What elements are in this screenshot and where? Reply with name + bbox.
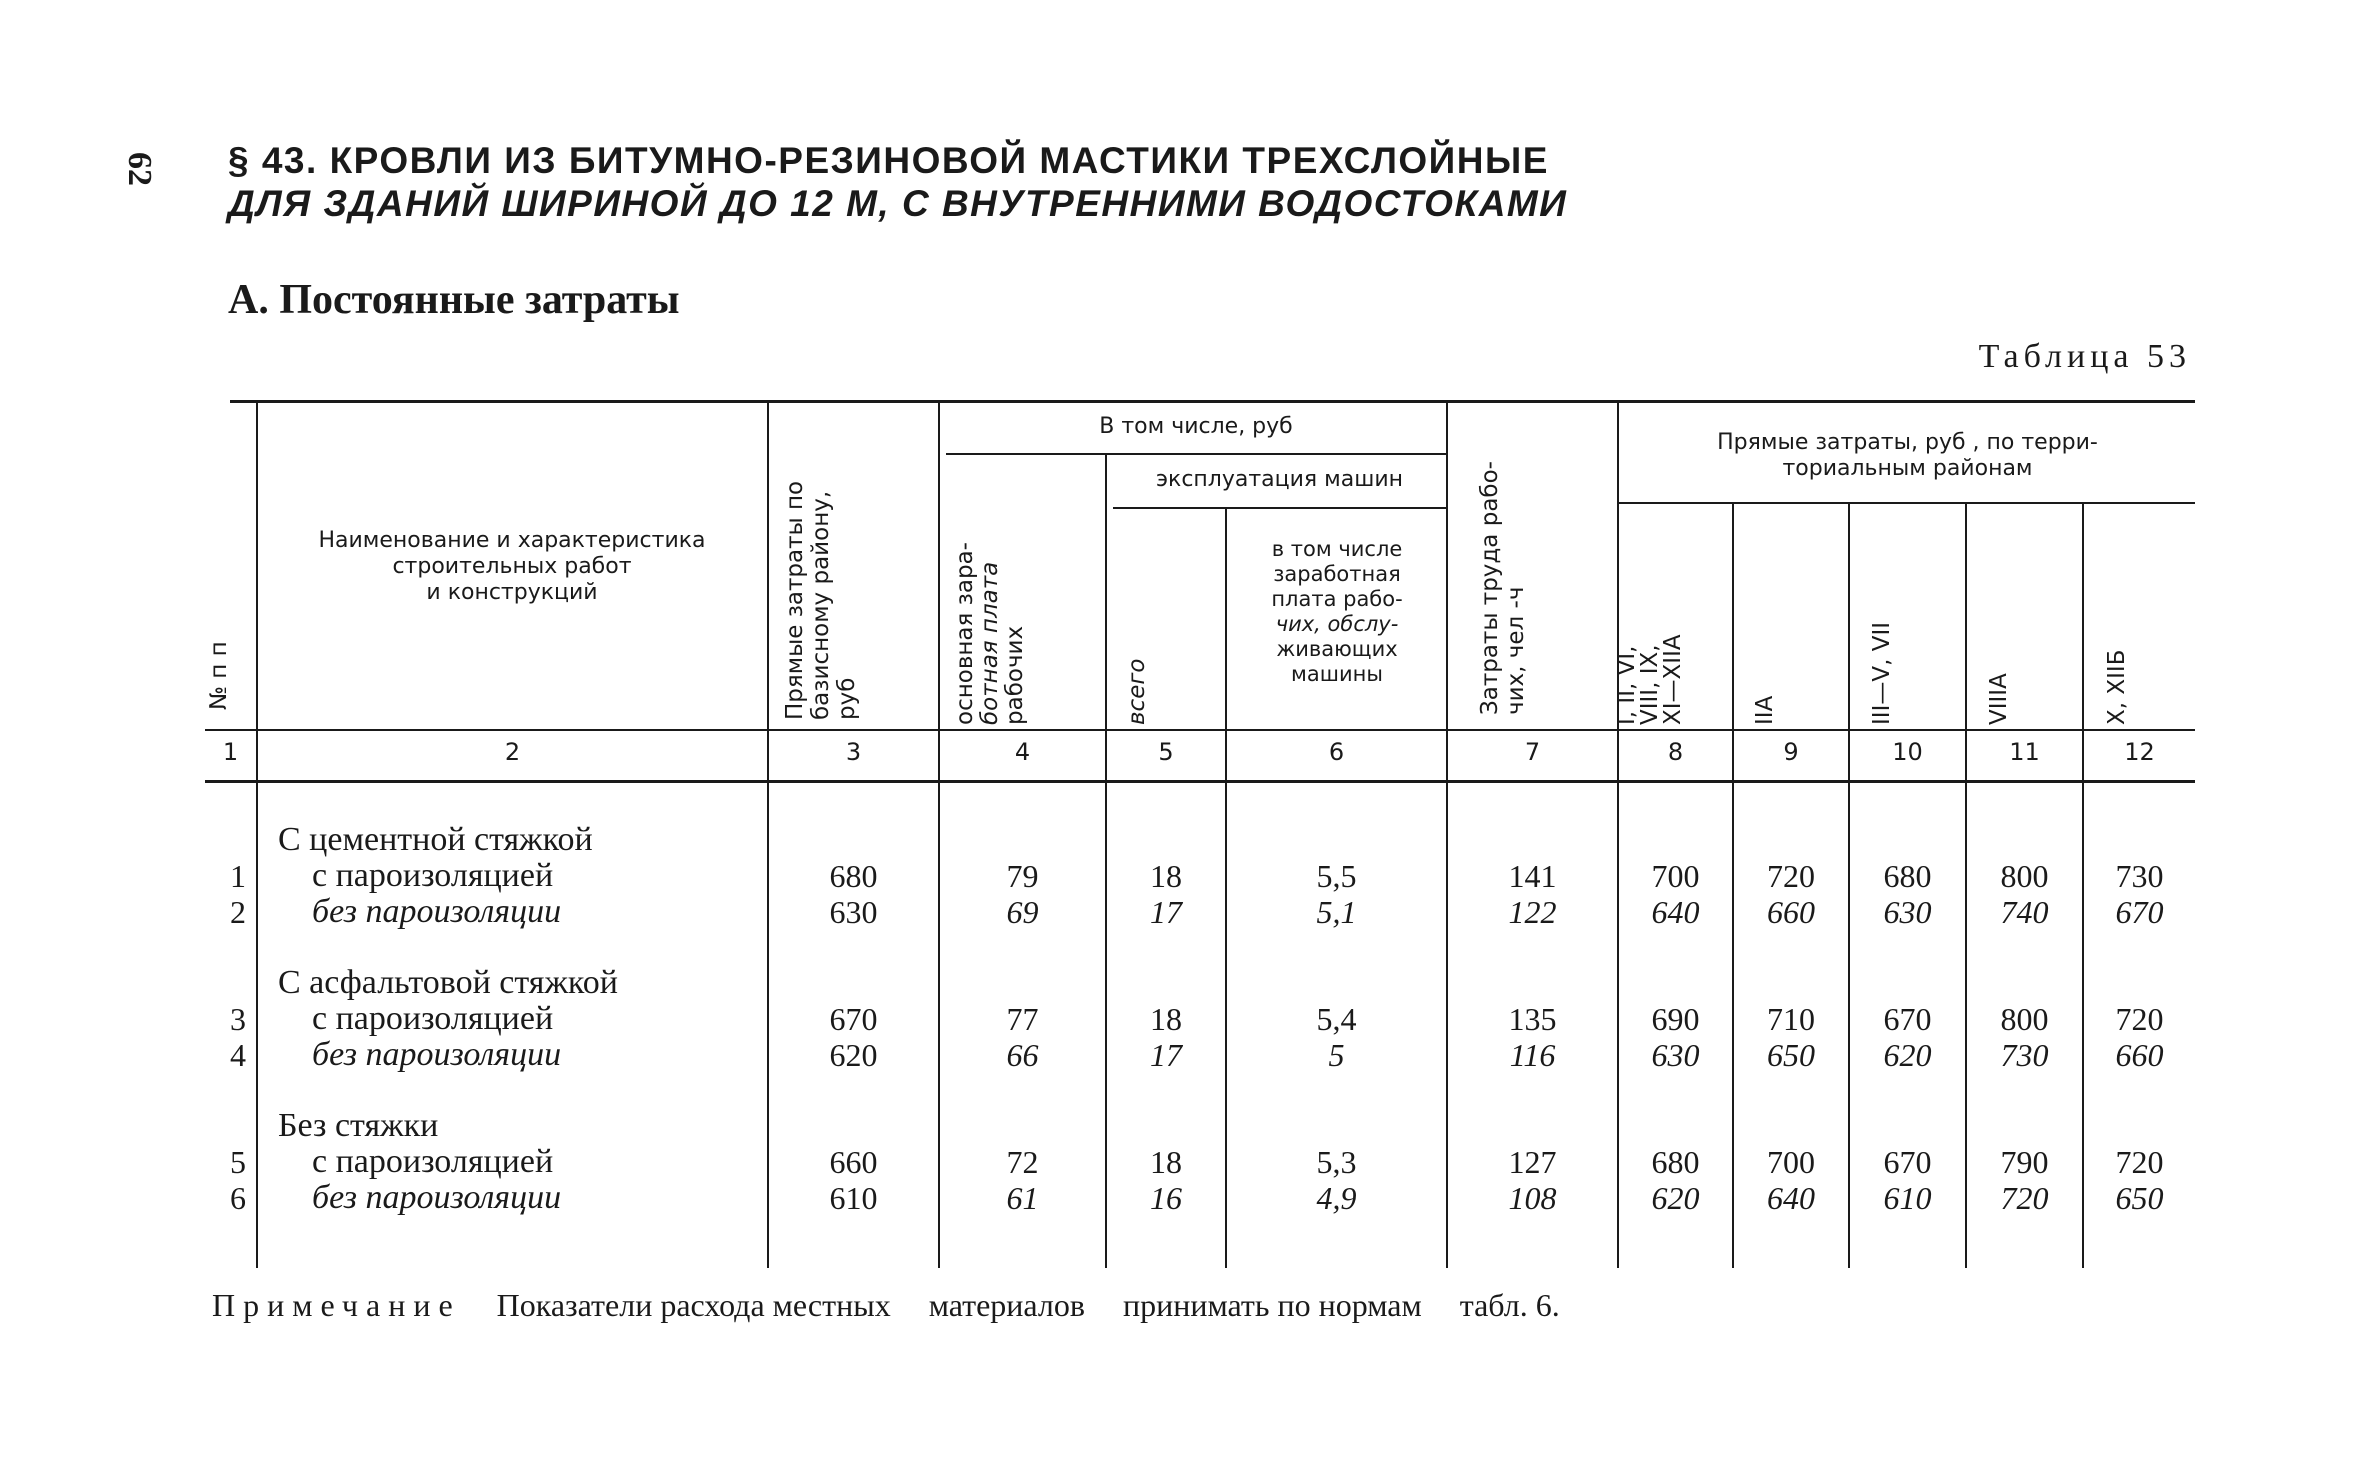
table-cell: 610: [1883, 1180, 1932, 1216]
header-region4: VIIIA: [1986, 673, 2012, 725]
col-number: 11: [2009, 738, 2040, 766]
table-cell: 680: [829, 858, 878, 894]
header-machines: эксплуатация машин: [1155, 467, 1404, 492]
group-title: Без стяжки: [278, 1107, 439, 1144]
table-cell: 116: [1509, 1037, 1556, 1073]
group-title: С асфальтовой стяжкой: [278, 964, 618, 1001]
table-cell: 630: [1883, 894, 1932, 930]
header-machines-wage: в том числе заработная плата рабо- чих, обслу- живающих машины: [1271, 537, 1403, 686]
row-name: без пароизоляции: [312, 1179, 562, 1216]
subsection-title: А. Постоянные затраты: [228, 277, 680, 323]
table-cell: 710: [1767, 1001, 1815, 1037]
col-divider-7: [1617, 403, 1619, 1268]
table-cell: 135: [1508, 1001, 1557, 1037]
table-cell: 18: [1150, 1001, 1182, 1037]
machines-underline: [1113, 507, 1446, 509]
header-region3: III—V, VII: [1869, 621, 1895, 725]
table-cell: 5,5: [1316, 858, 1357, 894]
row-name: без пароизоляции: [312, 1036, 562, 1073]
row-name: с пароизоляцией: [312, 857, 554, 894]
header-base-cost-3: руб: [834, 677, 860, 720]
header-including: В том числе, руб: [1099, 414, 1293, 439]
footnote-text-3: принимать по нормам: [1122, 1287, 1422, 1323]
table-cell: 720: [1767, 858, 1815, 894]
col-number: 8: [1667, 738, 1684, 766]
table-cell: 630: [1651, 1037, 1700, 1073]
table-cell: 800: [2000, 858, 2049, 894]
table-cell: 720: [2115, 1001, 2164, 1037]
table-cell: 790: [2000, 1144, 2049, 1180]
footnote-text-4: табл. 6.: [1459, 1287, 1560, 1323]
table-cell: 620: [829, 1037, 878, 1073]
section-title: § 43. КРОВЛИ ИЗ БИТУМНО-РЕЗИНОВОЙ МАСТИКИ ТРЕХСЛОЙНЫЕ: [228, 140, 1549, 181]
row-number: 5: [230, 1144, 246, 1180]
including-underline: [946, 453, 1446, 455]
header-regions: Прямые затраты, руб , по терри- ториальным районам: [1717, 430, 2098, 481]
table-cell: 17: [1150, 1037, 1182, 1073]
header-wage-3: рабочих: [1002, 625, 1028, 725]
table-cell: 4,9: [1316, 1180, 1357, 1216]
row-name: с пароизоляцией: [312, 1000, 554, 1037]
row-number: 1: [230, 858, 246, 894]
table-label: Таблица 53: [1978, 338, 2191, 375]
col-number: 1: [222, 738, 239, 766]
table-cell: 800: [2000, 1001, 2049, 1037]
col-number: 4: [1014, 738, 1031, 766]
regions-underline: [1617, 502, 2195, 504]
table-cell: 720: [2000, 1180, 2049, 1216]
table-cell: 670: [829, 1001, 878, 1037]
table-cell: 72: [1006, 1144, 1039, 1180]
table-cell: 5: [1328, 1037, 1345, 1073]
header-wage-1: основная зара-: [952, 542, 978, 725]
col-number: 6: [1328, 738, 1345, 766]
row-name: с пароизоляцией: [312, 1143, 554, 1180]
table-cell: 127: [1508, 1144, 1557, 1180]
table-cell: 620: [1883, 1037, 1932, 1073]
header-region1-1: I, II, VI,: [1614, 645, 1640, 725]
table-top-rule: [230, 400, 2195, 403]
table-cell: 5,4: [1316, 1001, 1357, 1037]
table-cell: 610: [829, 1180, 878, 1216]
table-cell: 66: [1006, 1037, 1039, 1073]
row-number: 2: [230, 894, 246, 930]
footnote-lead: Примечание: [212, 1287, 461, 1323]
table-cell: 61: [1006, 1180, 1039, 1216]
table-cell: 670: [1883, 1001, 1932, 1037]
header-base-cost-2: базисному району,: [808, 490, 834, 720]
table-cell: 670: [1883, 1144, 1932, 1180]
table-cell: 690: [1651, 1001, 1700, 1037]
header-machines-total: всего: [1124, 658, 1150, 725]
table-cell: 18: [1150, 1144, 1182, 1180]
header-region1-2: VIII, IX,: [1637, 644, 1663, 725]
header-name: Наименование и характеристика строительных работ и конструкций: [318, 528, 706, 605]
table-cell: 660: [2115, 1037, 2164, 1073]
header-region5: X, XIIБ: [2104, 649, 2130, 725]
col-divider-6: [1446, 403, 1448, 1268]
table-cell: 720: [2115, 1144, 2164, 1180]
table-cell: 108: [1508, 1180, 1557, 1216]
table-cell: 18: [1150, 858, 1182, 894]
col-number: 9: [1783, 738, 1799, 766]
table-cell: 700: [1651, 858, 1700, 894]
table-cell: 640: [1767, 1180, 1815, 1216]
col-divider-1: [256, 403, 258, 1268]
col-divider-3: [938, 403, 940, 1268]
table-cell: 730: [2115, 858, 2164, 894]
table-cell: 122: [1508, 894, 1557, 930]
row-number: 4: [230, 1037, 246, 1073]
header-wage-2: ботная плата: [977, 561, 1003, 725]
footnote-text-1: Показатели расхода местных: [496, 1287, 891, 1323]
table-cell: 620: [1651, 1180, 1700, 1216]
footnote: [212, 1287, 1560, 1324]
table-cell: 5,3: [1316, 1144, 1357, 1180]
row-name: без пароизоляции: [312, 893, 562, 930]
table-cell: 700: [1767, 1144, 1815, 1180]
table-cell: 79: [1006, 858, 1039, 894]
col-number: 3: [845, 738, 862, 766]
col-number: 10: [1892, 738, 1923, 766]
page-number: 62: [121, 152, 158, 186]
table-cell: 69: [1006, 894, 1039, 930]
colnum-bottom-rule: [205, 780, 2195, 783]
table-cell: 16: [1150, 1180, 1182, 1216]
col-number: 7: [1524, 738, 1541, 766]
col-number: 5: [1158, 738, 1174, 766]
table-cell: 680: [1883, 858, 1932, 894]
table-cell: 630: [829, 894, 878, 930]
table-cell: 77: [1006, 1001, 1039, 1037]
row-number: 3: [230, 1001, 246, 1037]
header-bottom-rule: [205, 729, 2195, 731]
header-labor-2: чих, чел -ч: [1503, 586, 1529, 715]
table-cell: 680: [1651, 1144, 1700, 1180]
table-cell: 650: [2115, 1180, 2164, 1216]
col-number: 2: [504, 738, 521, 766]
table-cell: 141: [1508, 858, 1557, 894]
header-num: № п п: [206, 641, 232, 710]
table-cell: 640: [1651, 894, 1700, 930]
col-number: 12: [2124, 738, 2155, 766]
header-region1-3: XI—XIIA: [1660, 634, 1686, 725]
table-cell: 660: [1767, 894, 1815, 930]
header-labor-1: Затраты труда рабо-: [1477, 461, 1503, 715]
header-base-cost-1: Прямые затраты по: [782, 480, 808, 720]
col-divider-2: [767, 403, 769, 1268]
table-cell: 660: [829, 1144, 878, 1180]
table-cell: 740: [2000, 894, 2049, 930]
row-number: 6: [230, 1180, 246, 1216]
table-cell: 730: [2000, 1037, 2049, 1073]
table-cell: 670: [2115, 894, 2164, 930]
table-cell: 17: [1150, 894, 1182, 930]
group-title: С цементной стяжкой: [278, 821, 593, 858]
table-cell: 5,1: [1316, 894, 1357, 930]
header-region2: IIA: [1752, 695, 1778, 725]
footnote-text-2: материалов: [928, 1287, 1085, 1323]
section-title-line2: ДЛЯ ЗДАНИЙ ШИРИНОЙ ДО 12 М, С ВНУТРЕННИМИ ВОДОСТОКАМИ: [228, 183, 1568, 224]
table-cell: 650: [1767, 1037, 1815, 1073]
